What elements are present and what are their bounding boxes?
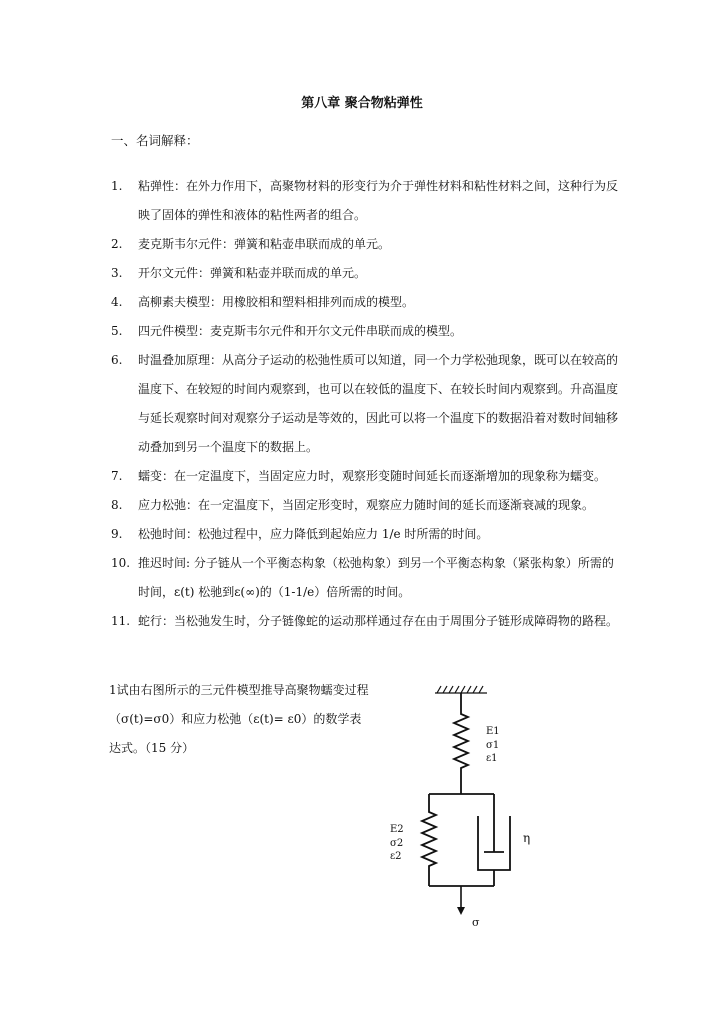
item-number: 9. (111, 527, 123, 541)
force-arrow (457, 886, 465, 915)
label-E2: E2 (390, 824, 404, 835)
label-sigma2: σ2 (390, 838, 404, 849)
item-number: 10. (111, 556, 131, 570)
list-item (111, 346, 621, 462)
item-text: 应力松弛：在一定温度下，当固定形变时，观察应力随时间的延长而逐渐衰减的现象。 (138, 498, 595, 512)
item-number: 8. (111, 498, 123, 512)
list-item (111, 491, 621, 520)
item-number: 6. (111, 353, 123, 367)
list-item (111, 520, 621, 549)
item-text: 蠕变：在一定温度下，当固定应力时，观察形变随时间延长而逐渐增加的现象称为蠕变。 (138, 469, 607, 483)
section-heading: 一、名词解释： (111, 133, 199, 148)
item-number: 5. (111, 324, 123, 338)
spring-1 (454, 693, 468, 794)
list-item (111, 462, 621, 491)
item-number: 3. (111, 266, 123, 280)
label-eta: η (523, 831, 531, 845)
item-text: 四元件模型：麦克斯韦尔元件和开尔文元件串联而成的模型。 (138, 324, 463, 338)
fixed-support (435, 686, 487, 693)
label-E1: E1 (486, 726, 500, 737)
item-number: 7. (111, 469, 123, 483)
chapter-title: 第八章 聚合物粘弹性 (301, 96, 423, 111)
label-sigma1: σ1 (486, 740, 500, 751)
list-item (111, 288, 621, 317)
item-text: 开尔文元件：弹簧和粘壶并联而成的单元。 (138, 266, 367, 280)
list-item (111, 607, 621, 636)
item-text: 高柳素夫模型：用橡胶相和塑料相排列而成的模型。 (138, 295, 415, 309)
three-element-model-diagram (380, 676, 580, 936)
item-text: 粘弹性：在外力作用下，高聚物材料的形变行为介于弹性材料和粘性材料之间，这种行为反映了固体的弹性和液体的粘性两者的组合。 (138, 179, 619, 222)
label-epsilon2: ε2 (390, 851, 402, 862)
item-text: 蛇行：当松弛发生时，分子链像蛇的运动那样通过存在由于周围分子链形成障碍物的路程。 (138, 614, 619, 628)
list-item (111, 317, 621, 346)
item-number: 2. (111, 237, 123, 251)
item-text: 松弛时间：松弛过程中，应力降低到起始应力 1/e 时所需的时间。 (138, 527, 489, 541)
item-number: 4. (111, 295, 123, 309)
spring-2 (422, 794, 436, 886)
item-text: 推迟时间: 分子链从一个平衡态构象（松弛构象）到另一个平衡态构象（紧张构象）所需的时间，ε(t) 松驰到ε(∞)的（1-1/e）倍所需的时间。 (138, 556, 614, 599)
label-sigma: σ (472, 916, 480, 929)
item-number: 1. (111, 179, 123, 193)
item-text: 麦克斯韦尔元件：弹簧和粘壶串联而成的单元。 (138, 237, 391, 251)
question-text: 1试由右图所示的三元件模型推导高聚物蠕变过程（σ(t)=σ0）和应力松弛（ε(t)= ε0）的数学表达式。（15 分） (109, 683, 369, 755)
list-item (111, 230, 621, 259)
definition-list (111, 172, 621, 636)
list-item (111, 549, 621, 607)
label-epsilon1: ε1 (486, 753, 498, 764)
dashpot (478, 794, 510, 886)
item-number: 11. (111, 614, 131, 628)
item-text: 时温叠加原理：从高分子运动的松弛性质可以知道，同一个力学松弛现象，既可以在较高的温度下、在较短的时间内观察到，也可以在较低的温度下、在较长时间内观察到。升高温度与延长观察时间对观察分子运动是等效的，因此可以将一个温度下的数据沿着对数时间轴移动叠加到另一个温度下的数据上。 (138, 353, 619, 454)
list-item (111, 259, 621, 288)
list-item (111, 172, 621, 230)
